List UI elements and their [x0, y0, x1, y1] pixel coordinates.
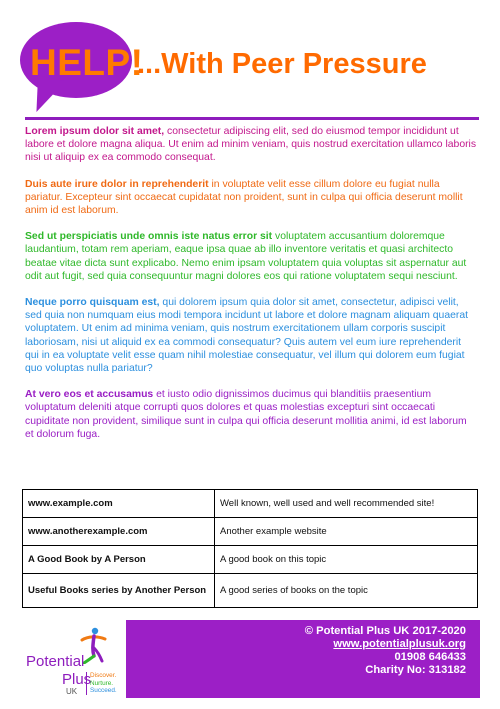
tagline-succeed: Succeed.	[90, 687, 117, 695]
logo-uk-text: UK	[66, 687, 78, 696]
resource-name: Useful Books series by Another Person	[23, 574, 215, 608]
resource-description: Another example website	[215, 518, 478, 546]
paragraph-4-lead: Neque porro quisquam est,	[25, 297, 160, 309]
tagline-discover: Discover.	[90, 672, 117, 679]
page-header	[0, 0, 500, 125]
footer-charity-number: Charity No: 313182	[365, 664, 466, 676]
paragraph-3-text: voluptatem accusantium doloremque laudantium, totam rem aperiam, eaque ipsa quae ab illo inventore veritatis et quasi architecto beatae vitae dicta sunt explicabo. Nemo enim ipsam voluptatem quia voluptas sit aspernatur aut odit aut fugit, sed quia consequuntur magni dolores eos qui ratione voluptatem sequi nesciunt.	[25, 231, 467, 282]
paragraph-4-text: qui dolorem ipsum quia dolor sit amet, consectetur, adipisci velit, sed quia non numquam eius modi tempora incidunt ut labore et dolore magnam aliquam quaerat voluptatem. Ut enim ad minima veniam, quis nostrum exercitationem ullam corporis suscipit laboriosam, nisi ut aliquid ex ea commodi consequatur? Quis autem vel eum iure reprehenderit qui in ea voluptate velit esse quam nihil molestiae consequatur, vel illum qui dolorem eum fugiat quo voluptas nulla pariatur?	[25, 297, 469, 375]
logo-potential-text: Potential	[26, 653, 85, 670]
paragraph-1-text: consectetur adipiscing elit, sed do eiusmod tempor incididunt ut labore et dolore magna aliqua. Ut enim ad minim veniam, quis nostrud exercitation ullamco laboris nisi ut aliquip ex ea commodo consequat.	[25, 126, 477, 164]
paragraph-2-lead: Duis aute irure dolor in reprehenderit	[25, 178, 209, 190]
paragraph-3	[25, 230, 477, 283]
paragraph-1-lead: Lorem ipsum dolor sit amet,	[25, 126, 165, 137]
table-row	[23, 518, 478, 546]
paragraph-5-lead: At vero eos et accusamus	[25, 389, 154, 401]
footer-website-link[interactable]: www.potentialplusuk.org	[333, 638, 466, 650]
footer-copyright: © Potential Plus UK 2017-2020	[304, 625, 466, 637]
resources-table	[22, 489, 478, 608]
resource-name-link[interactable]: www.example.com	[23, 490, 215, 518]
resource-description: A good series of books on the topic	[215, 574, 478, 608]
resource-name: A Good Book by A Person	[23, 546, 215, 574]
help-heading: HELP!	[30, 42, 144, 83]
body-text	[25, 125, 477, 454]
footer-phone: 01908 646433	[394, 651, 466, 663]
paragraph-2-text: in voluptate velit esse cillum dolore eu fugiat nulla pariatur. Excepteur sint occaecat cupidatat non proident, sunt in culpa qui officia deserunt mollit anim id est laborum.	[25, 178, 463, 217]
table-row	[23, 490, 478, 518]
logo-plus-text: Plus	[62, 671, 92, 688]
paragraph-4	[25, 296, 477, 375]
table-row	[23, 574, 478, 608]
paragraph-3-lead: Sed ut perspiciatis unde omnis iste natus error sit	[25, 231, 273, 243]
resource-description: A good book on this topic	[215, 546, 478, 574]
resource-name-link[interactable]: www.anotherexample.com	[23, 518, 215, 546]
potential-plus-logo	[22, 620, 126, 698]
resource-description: Well known, well used and well recommended site!	[215, 490, 478, 518]
footer-contact-details	[305, 625, 466, 677]
header-divider	[25, 117, 479, 120]
paragraph-5-text: et iusto odio dignissimos ducimus qui blanditiis praesentium voluptatum deleniti atque corrupti quos dolores et quas molestias excepturi sint occaecati cupiditate non provident, similique sunt in culpa qui officia deserunt mollitia animi, id est laborum et dolorum fuga.	[25, 389, 467, 440]
paragraph-5	[25, 388, 477, 441]
page-title: ...With Peer Pressure	[137, 48, 427, 80]
tagline-nurture: Nurture.	[90, 679, 114, 687]
table-row	[23, 546, 478, 574]
footer-contact-box	[126, 620, 480, 698]
paragraph-2	[25, 178, 477, 218]
paragraph-1	[25, 125, 477, 165]
